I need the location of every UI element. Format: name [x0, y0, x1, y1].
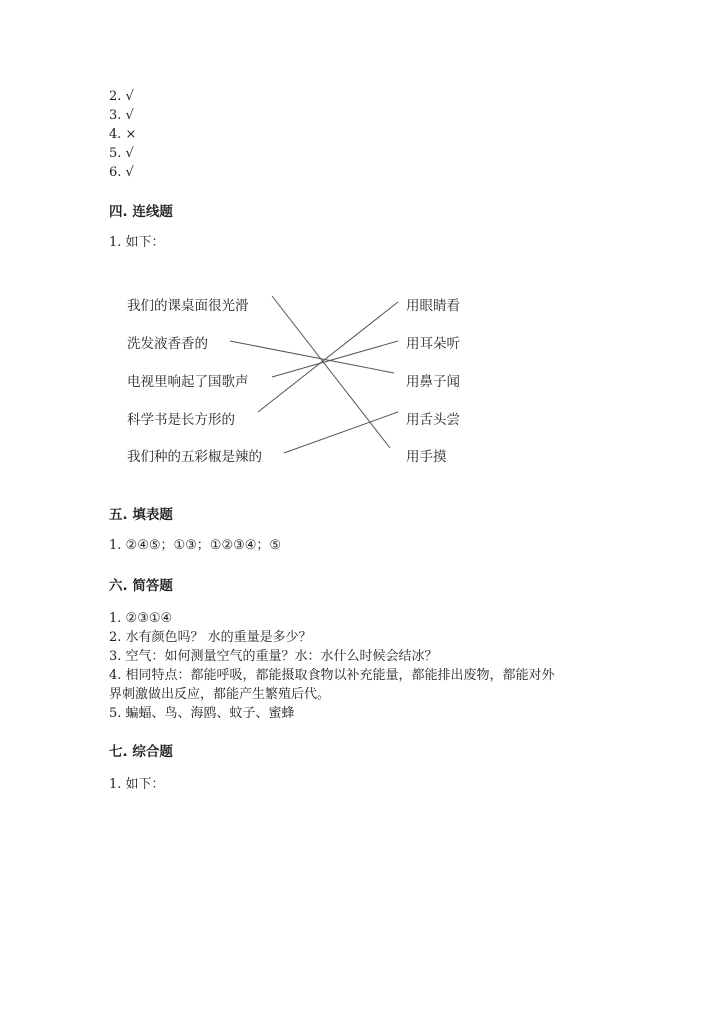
left-item: 我们的课桌面很光滑 — [127, 298, 249, 314]
connector-line — [258, 302, 398, 412]
answer-line: 5. √ — [109, 146, 134, 161]
right-item: 用鼻子闻 — [406, 374, 460, 390]
right-item: 用耳朵听 — [406, 336, 460, 352]
section-heading: 四. 连线题 — [109, 204, 173, 220]
section-heading: 六. 简答题 — [109, 578, 173, 594]
answer-line: 1. ②④⑤；①③；①②③④；⑤ — [109, 538, 282, 553]
answer-line: 5. 蝙蝠、鸟、海鸥、蚊子、蜜蜂 — [109, 706, 295, 721]
right-item: 用舌头尝 — [406, 412, 460, 428]
right-item: 用眼睛看 — [406, 298, 460, 314]
answer-line: 界刺激做出反应，都能产生繁殖后代。 — [109, 687, 331, 702]
question-intro: 1. 如下： — [109, 777, 165, 792]
section-heading: 五. 填表题 — [109, 507, 173, 523]
left-item: 科学书是长方形的 — [127, 412, 235, 428]
answer-line: 3. 空气：如何测量空气的重量？水：水什么时候会结冰？ — [109, 649, 438, 664]
connector-line — [284, 412, 398, 453]
answer-line: 4. 相同特点：都能呼吸，都能摄取食物以补充能量，都能排出废物，都能对外 — [109, 668, 555, 683]
connector-line — [230, 341, 394, 373]
left-item: 洗发液香香的 — [127, 336, 208, 352]
right-item: 用手摸 — [406, 449, 447, 465]
question-intro: 1. 如下： — [109, 235, 165, 250]
answer-line: 3. √ — [109, 108, 134, 123]
connector-line — [272, 341, 398, 377]
answer-line: 1. ②③①④ — [109, 611, 173, 626]
answer-line: 2. 水有颜色吗？ 水的重量是多少？ — [109, 630, 312, 645]
answer-line: 6. √ — [109, 165, 134, 180]
section-heading: 七. 综合题 — [109, 744, 173, 760]
answer-line: 2. √ — [109, 89, 134, 104]
left-item: 电视里响起了国歌声 — [127, 374, 249, 390]
answer-line: 4. × — [109, 127, 137, 142]
left-item: 我们种的五彩椒是辣的 — [127, 449, 262, 465]
